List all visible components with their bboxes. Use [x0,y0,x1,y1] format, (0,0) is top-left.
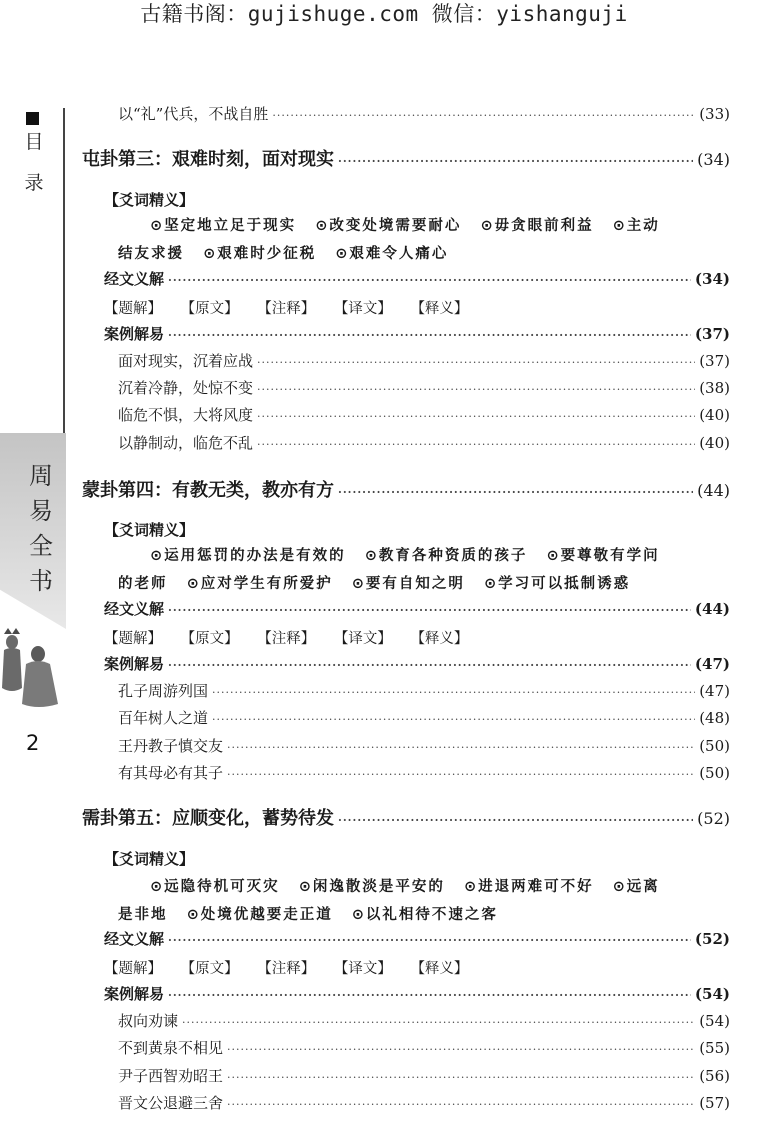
toc-entry-page: (40) [699,434,730,452]
toc-entry-page: (33) [699,105,730,123]
toc-entry-page: (37) [699,352,730,370]
page-number: 2 [26,731,40,755]
toc-chapter [82,476,730,502]
leader-dots [227,1098,695,1111]
toc-entry-title: 以“礼”代兵，不战自胜 [118,105,269,123]
toc-chapter-title: 需卦第五：应顺变化，蓄势待发 [82,808,334,829]
toc-entry [118,707,730,728]
yao-item: ⊙处境优越要走正道 [186,907,333,923]
sub-heading: 【注释】 [257,631,316,647]
toc-entry [104,928,730,949]
leader-dots [168,329,691,342]
toc-entry [118,350,730,371]
sub-headings-row [104,297,482,318]
yao-item: ⊙毋贪眼前利益 [480,218,594,234]
toc-entry-title: 尹子西智劝昭王 [118,1067,224,1085]
toc-entry-page: (40) [699,406,730,424]
toc-entry [104,983,730,1004]
toc-entry-title: 晋文公退避三舍 [118,1094,224,1112]
toc-chapter [82,804,730,830]
book-title-char: 全 [29,532,53,560]
toc-entry [118,1092,730,1113]
toc-entry-page: (44) [694,600,730,618]
yao-item: ⊙改变处境需要耐心 [315,218,462,234]
toc-entry-page: (34) [694,270,730,288]
leader-dots [212,713,695,726]
toc-entry-title: 面对现实，沉着应战 [118,352,254,370]
sub-heading: 【原文】 [180,961,239,977]
leader-dots [257,383,695,396]
book-title-char: 周 [29,462,53,490]
toc-entry-title: 沉着冷静，处惊不变 [118,379,254,397]
toc-entry [118,1065,730,1086]
toc-entry [104,323,730,344]
toc-entry-page: (38) [699,379,730,397]
toc-entry-page: (52) [694,930,730,948]
toc-entry-page: (54) [694,985,730,1003]
yao-item: ⊙远隐待机可灭灾 [150,879,280,895]
toc-entry-title: 临危不惧，大将风度 [118,406,254,424]
toc-entry-title: 不到黄泉不相见 [118,1039,224,1057]
toc-entry-title: 经文义解 [104,270,165,288]
yao-item: ⊙应对学生有所爱护 [186,576,333,592]
yao-heading: 【爻词精义】 [104,521,195,539]
toc-entry-page: (50) [699,737,730,755]
yao-item: 的老师 [118,576,168,592]
toc-entry [118,1037,730,1058]
leader-dots [338,155,693,168]
sub-heading: 【注释】 [257,961,316,977]
leader-dots [338,814,693,827]
toc-entry [118,432,730,453]
leader-dots [168,989,691,1002]
yao-item: ⊙主动 [612,218,660,234]
sub-heading: 【译文】 [333,631,392,647]
toc-entry [118,735,730,756]
leader-dots [182,1016,695,1029]
toc-entry-title: 有其母必有其子 [118,764,224,782]
book-title [28,459,54,599]
leader-dots [227,1043,695,1056]
toc-entry-title: 百年树人之道 [118,709,209,727]
toc-chapter-page: (44) [697,481,730,500]
leader-dots [212,686,695,699]
yao-item: ⊙要有自知之明 [351,576,465,592]
leader-dots [227,741,695,754]
margin-rule [63,108,65,433]
yao-item: ⊙要尊敬有学问 [546,548,660,564]
yao-line [150,544,660,565]
toc-entry-page: (56) [699,1067,730,1085]
toc-entry-page: (50) [699,764,730,782]
yao-line [118,903,498,924]
toc-entry [104,268,730,289]
yao-item: ⊙学习可以抵制诱惑 [484,576,631,592]
toc-chapter-title: 屯卦第三：艰难时刻，面对现实 [82,149,334,170]
toc-entry [104,653,730,674]
toc-entry-page: (47) [699,682,730,700]
yao-item: 是非地 [118,907,168,923]
leader-dots [227,1071,695,1084]
figurines-image [0,628,64,708]
toc-entry-title: 孔子周游列国 [118,682,209,700]
leader-dots [168,934,691,947]
sub-heading: 【题解】 [104,961,162,977]
toc-entry-title: 叔向劝谏 [118,1012,179,1030]
toc-entry-page: (55) [699,1039,730,1057]
yao-item: ⊙进退两难可不好 [463,879,594,895]
toc-entry-page: (47) [694,655,730,673]
toc-entry-page: (54) [699,1012,730,1030]
toc-entry-page: (57) [699,1094,730,1112]
yao-item: ⊙艰难时少征税 [203,246,317,262]
yao-item: ⊙运用惩罚的办法是有效的 [150,548,346,564]
toc-entry-title: 以静制动，临危不乱 [118,434,254,452]
sub-headings-row [104,957,482,978]
toc-entry [118,377,730,398]
toc-chapter-page: (52) [697,809,730,828]
yao-item: ⊙以礼相待不速之客 [351,907,498,923]
toc-label-lu: 录 [24,172,44,194]
section-marker [26,112,39,125]
yao-item: ⊙远离 [612,879,660,895]
yao-line [118,242,448,263]
toc-entry [118,404,730,425]
yao-item: ⊙教育各种资质的孩子 [364,548,528,564]
sub-heading: 【注释】 [257,301,316,317]
watermark-text: 古籍书阁：gujishuge.com 微信：yishanguji [140,2,628,26]
toc-entry-page: (48) [699,709,730,727]
toc-entry-title: 案例解易 [104,985,165,1003]
sub-heading: 【原文】 [180,301,239,317]
sub-headings-row [104,627,482,648]
toc-entry-title: 案例解易 [104,655,165,673]
sub-heading: 【释义】 [410,631,469,647]
leader-dots [257,438,695,451]
yao-item: ⊙艰难令人痛心 [335,246,449,262]
toc-entry [118,762,730,783]
toc-entry-title: 经文义解 [104,600,165,618]
leader-dots [257,356,695,369]
leader-dots [227,768,695,781]
toc-entry [118,1010,730,1031]
sub-heading: 【译文】 [333,961,392,977]
toc-chapter-title: 蒙卦第四：有教无类，教亦有方 [82,480,334,501]
toc-chapter-page: (34) [697,150,730,169]
sub-heading: 【原文】 [180,631,239,647]
toc-entry-page: (37) [694,325,730,343]
yao-line [150,214,660,235]
toc-entry-title: 经文义解 [104,930,165,948]
toc-chapter [82,145,730,171]
toc-entry [118,680,730,701]
yao-heading: 【爻词精义】 [104,850,195,868]
leader-dots [272,109,695,122]
yao-item: 结友求援 [118,246,184,262]
book-title-char: 易 [29,497,53,525]
leader-dots [168,274,691,287]
yao-item: ⊙闲逸散淡是平安的 [298,879,445,895]
yao-line [150,875,660,896]
sub-heading: 【题解】 [104,631,162,647]
sub-heading: 【释义】 [410,301,469,317]
toc-label-mu: 目 [24,131,44,153]
leader-dots [338,486,693,499]
sub-heading: 【译文】 [333,301,392,317]
toc-entry [104,598,730,619]
leader-dots [168,604,691,617]
leader-dots [257,410,695,423]
leader-dots [168,659,691,672]
yao-heading: 【爻词精义】 [104,191,195,209]
toc-entry-title: 案例解易 [104,325,165,343]
yao-item: ⊙坚定地立足于现实 [150,218,297,234]
toc-entry-title: 王丹教子慎交友 [118,737,224,755]
sub-heading: 【题解】 [104,301,162,317]
book-title-char: 书 [29,567,53,595]
toc-entry [118,103,730,124]
sub-heading: 【释义】 [410,961,469,977]
yao-line [118,572,630,593]
